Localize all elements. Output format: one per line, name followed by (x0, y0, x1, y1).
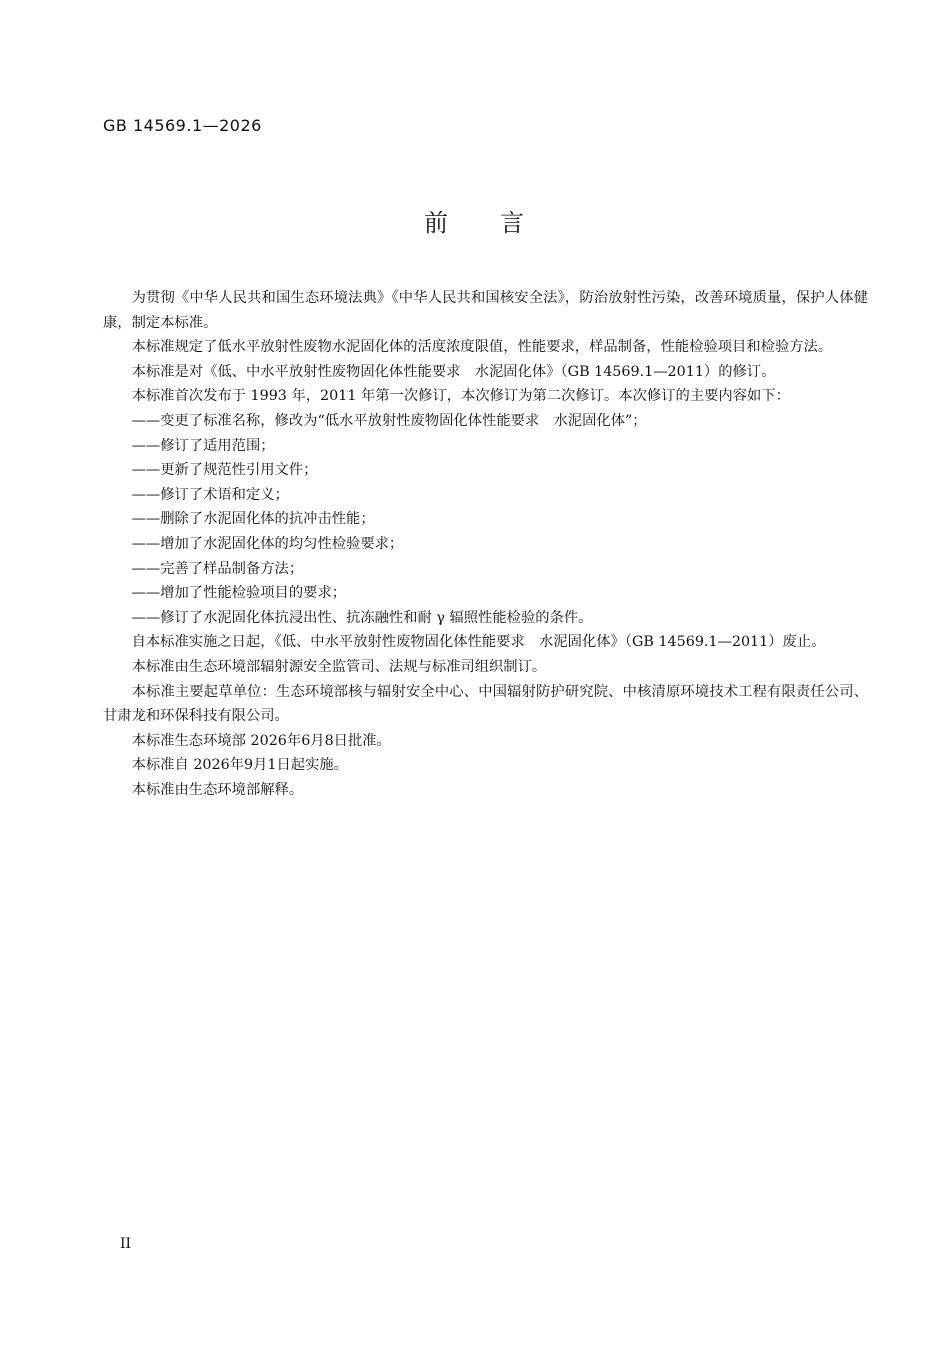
paragraph-organizer: 本标准由生态环境部辐射源安全监管司、法规与标准司组织制订。 (131, 658, 547, 675)
change-item: ——完善了样品制备方法； (131, 560, 304, 577)
change-item: ——变更了标准名称，修改为“低水平放射性废物固化体性能要求 水泥固化体”； (131, 412, 647, 429)
change-item: ——修订了术语和定义； (131, 486, 289, 503)
paragraph-purpose: 为贯彻《中华人民共和国生态环境法典》《中华人民共和国核安全法》，防治放射性污染，改善环境质量，保护人体健康，制定本标准。 (103, 290, 868, 331)
change-item: ——增加了水泥固化体的均匀性检验要求； (131, 535, 404, 552)
standard-code: GB 14569.1—2026 (103, 116, 262, 135)
paragraph-repeal: 自本标准实施之日起，《低、中水平放射性废物固化体性能要求 水泥固化体》（GB 14569.1—2011）废止。 (131, 634, 826, 651)
change-item: ——修订了适用范围； (131, 437, 275, 454)
change-item: ——删除了水泥固化体的抗冲击性能； (131, 511, 375, 528)
paragraph-approval: 本标准生态环境部 2026年6月8日批准。 (131, 732, 391, 749)
title-char-2: 言 (500, 209, 526, 237)
change-item: ——更新了规范性引用文件； (131, 462, 318, 479)
paragraph-interpretation: 本标准由生态环境部解释。 (131, 781, 304, 798)
change-item: ——增加了性能检验项目的要求； (131, 585, 347, 602)
paragraph-effective: 本标准自 2026年9月1日起实施。 (131, 757, 348, 774)
paragraph-revision: 本标准是对《低、中水平放射性废物固化体性能要求 水泥固化体》（GB 14569.1—2011）的修订。 (131, 363, 776, 380)
paragraph-history: 本标准首次发布于 1993 年，2011 年第一次修订，本次修订为第二次修订。本次修订的主要内容如下： (131, 388, 790, 405)
title-char-1: 前 (424, 209, 450, 237)
page-title (0, 208, 950, 238)
paragraph-scope: 本标准规定了低水平放射性废物水泥固化体的活度浓度限值，性能要求，样品制备，性能检验项目和检验方法。 (131, 339, 833, 356)
foreword-body (103, 286, 868, 802)
paragraph-drafters: 本标准主要起草单位：生态环境部核与辐射安全中心、中国辐射防护研究院、中核清原环境技术工程有限责任公司、甘肃龙和环保科技有限公司。 (103, 683, 868, 725)
page-number: II (120, 1236, 132, 1252)
change-item: ——修订了水泥固化体抗浸出性、抗冻融性和耐 γ 辐照性能检验的条件。 (131, 609, 593, 626)
